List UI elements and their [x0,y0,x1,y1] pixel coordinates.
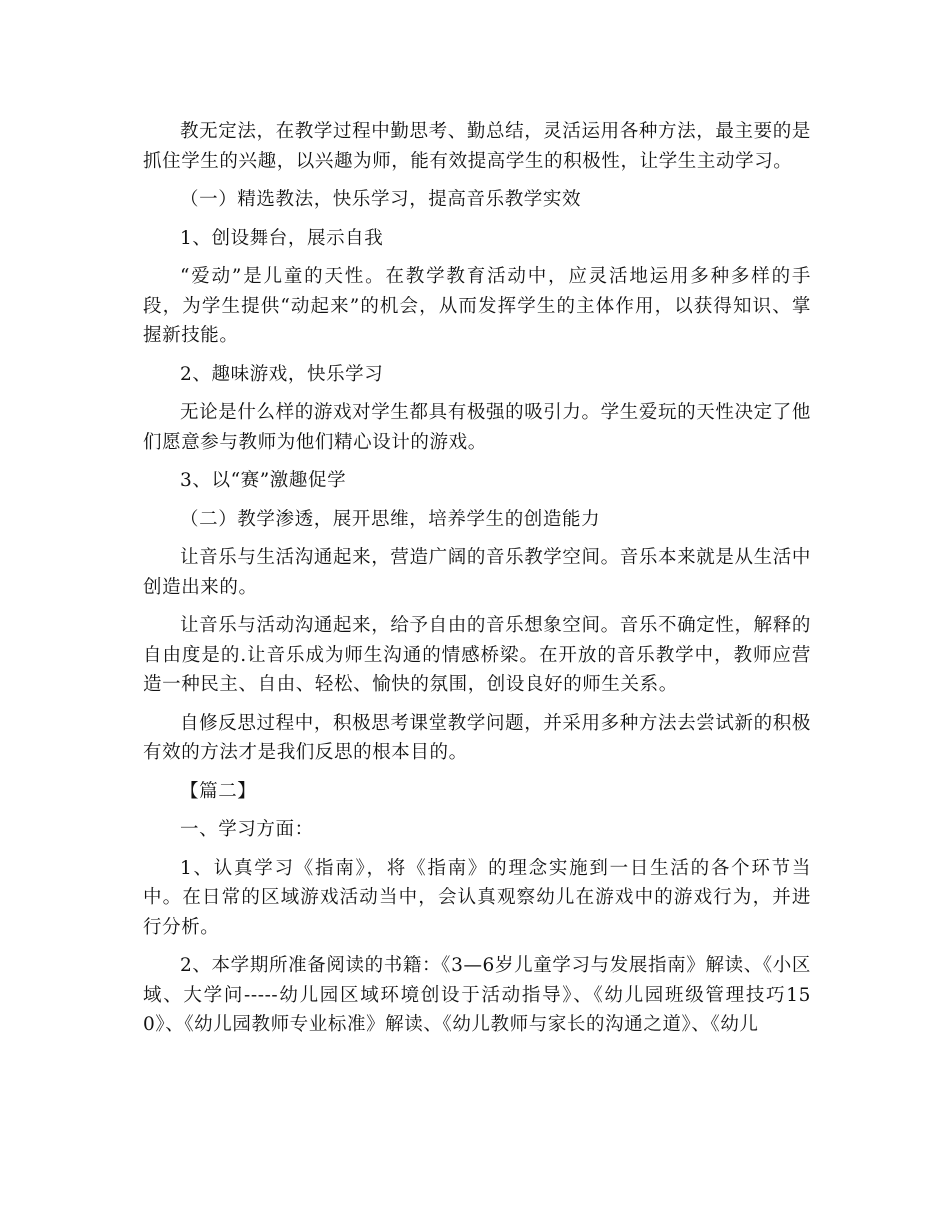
paragraph-music-life: 让音乐与生活沟通起来，营造广阔的音乐教学空间。音乐本来就是从生活中创造出来的。 [143,547,811,598]
heading-part-two: 【篇二】 [180,780,257,802]
paragraph-reflection: 自修反思过程中，积极思考课堂教学问题，并采用多种方法去尝试新的积极有效的方法才是我们反思的根本目的。 [143,712,811,763]
paragraph-guide-study: 1、认真学习《指南》，将《指南》的理念实施到一日生活的各个环节当中。在日常的区域游戏活动当中，会认真观察幼儿在游戏中的游戏行为，并进行分析。 [143,857,811,938]
heading-section-two: （二）教学渗透，展开思维，培养学生的创造能力 [180,508,601,530]
paragraph-active-nature: “爱动”是儿童的天性。在教学教育活动中，应灵活地运用多种多样的手段，为学生提供“动起来”的机会，从而发挥学生的主体作用，以获得知识、掌握新技能。 [143,266,811,346]
paragraph-games: 无论是什么样的游戏对学生都具有极强的吸引力。学生爱玩的天性决定了他们愿意参与教师为他们精心设计的游戏。 [143,402,811,453]
heading-competition: 3、以“赛”激趣促学 [180,470,347,491]
paragraph-reading-list: 2、本学期所准备阅读的书籍：《3—6岁儿童学习与发展指南》解读、《小区域、大学问-----幼儿园区域环境创设于活动指导》、《幼儿园班级管理技巧150》、《幼儿园教师专业标准》解读、《幼儿教师与家长的沟通之道》、《幼儿 [143,955,811,1035]
heading-section-one: （一）精选教法，快乐学习，提高音乐教学实效 [180,189,582,210]
heading-stage: 1、创设舞台，展示自我 [180,227,384,249]
document-page [143,117,811,1049]
heading-fun-games: 2、趣味游戏，快乐学习 [180,363,384,385]
heading-study: 一、学习方面： [180,819,314,840]
paragraph-music-activity: 让音乐与活动沟通起来，给予自由的音乐想象空间。音乐不确定性，解释的自由度是的.让音乐成为师生沟通的情感桥梁。在开放的音乐教学中，教师应营造一种民主、自由、轻松、愉快的氛围，创设良好的师生关系。 [143,615,811,695]
paragraph-teaching-method: 教无定法，在教学过程中勤思考、勤总结，灵活运用各种方法，最主要的是抓住学生的兴趣，以兴趣为师，能有效提高学生的积极性，让学生主动学习。 [143,121,811,172]
